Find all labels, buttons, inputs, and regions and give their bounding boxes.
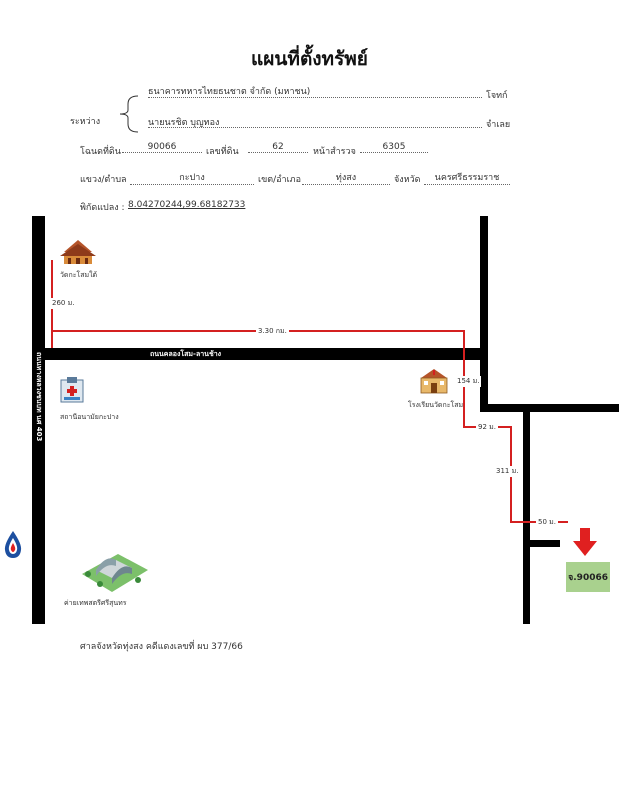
road-east-branch <box>480 404 619 412</box>
road-horizontal-label: ถนนคลองโสม-ลานช้าง <box>150 350 222 358</box>
plaintiff-name: ธนาคารทหารไทยธนชาต จำกัด (มหาชน) <box>148 87 311 97</box>
court-case-text: ศาลจังหวัดทุ่งสง คดีแดงเลขที่ ผบ 377/66 <box>80 642 243 652</box>
plaintiff-role: โจทก์ <box>486 91 508 101</box>
deed-number: 90066 <box>122 142 202 153</box>
land-no-label: เลขที่ดิน <box>206 147 239 157</box>
survey-number: 6305 <box>360 142 428 153</box>
temple-icon <box>58 238 98 266</box>
deed-label: โฉนดที่ดิน <box>80 147 121 157</box>
hospital-icon <box>60 377 84 403</box>
plaintiff-dotted-line <box>148 97 482 98</box>
coordinate-label: พิกัดแปลง : <box>80 203 125 213</box>
distance-92: 92 ม. <box>478 423 496 431</box>
road-lot-access <box>530 540 560 547</box>
distance-260: 260 ม. <box>52 299 75 307</box>
gas-station-icon <box>2 530 24 560</box>
temple-label: วัดกะโสมใต้ <box>60 271 98 279</box>
land-number: 62 <box>248 142 308 153</box>
school-label: โรงเรียนวัดกะโสม <box>408 401 464 409</box>
camp-label: ค่ายเทพสตรีศรีสุนทร <box>64 599 127 607</box>
road-vertical-label: ถนนทางหลวงชนบท นศ 403 <box>35 352 43 442</box>
district-label: เขต/อำเภอ <box>258 175 301 185</box>
province-label: จังหวัด <box>394 175 421 185</box>
defendant-dotted-line <box>148 127 482 128</box>
between-label: ระหว่าง <box>70 117 101 127</box>
defendant-role: จำเลย <box>486 120 511 130</box>
school-icon <box>418 368 450 394</box>
property-lot-marker: จ.90066 <box>566 562 610 592</box>
military-camp-icon <box>78 540 150 596</box>
distance-154: 154 ม. <box>457 377 480 385</box>
distance-50: 50 ม. <box>538 518 556 526</box>
subdistrict-label: แขวง/ตำบล <box>80 175 127 185</box>
distance-330: 3.30 กม. <box>258 327 287 335</box>
road-horizontal-main <box>45 348 482 360</box>
road-vertical-lot-side <box>523 412 530 624</box>
page-title: แผนที่ตั้งทรัพย์ <box>251 48 368 70</box>
survey-label: หน้าสำรวจ <box>313 147 356 157</box>
coordinate-value: 8.04270244,99.68182733 <box>128 200 246 210</box>
district-value: ทุ่งสง <box>302 170 390 185</box>
brace-symbol <box>110 94 140 134</box>
distance-311: 311 ม. <box>496 467 519 475</box>
down-arrow-icon <box>572 528 598 558</box>
subdistrict-value: กะปาง <box>130 170 254 185</box>
health-center-label: สถานีอนามัยกะปาง <box>60 413 119 421</box>
province-value: นครศรีธรรมราช <box>424 170 510 185</box>
defendant-name: นายนรชิต บุญทอง <box>148 118 220 128</box>
